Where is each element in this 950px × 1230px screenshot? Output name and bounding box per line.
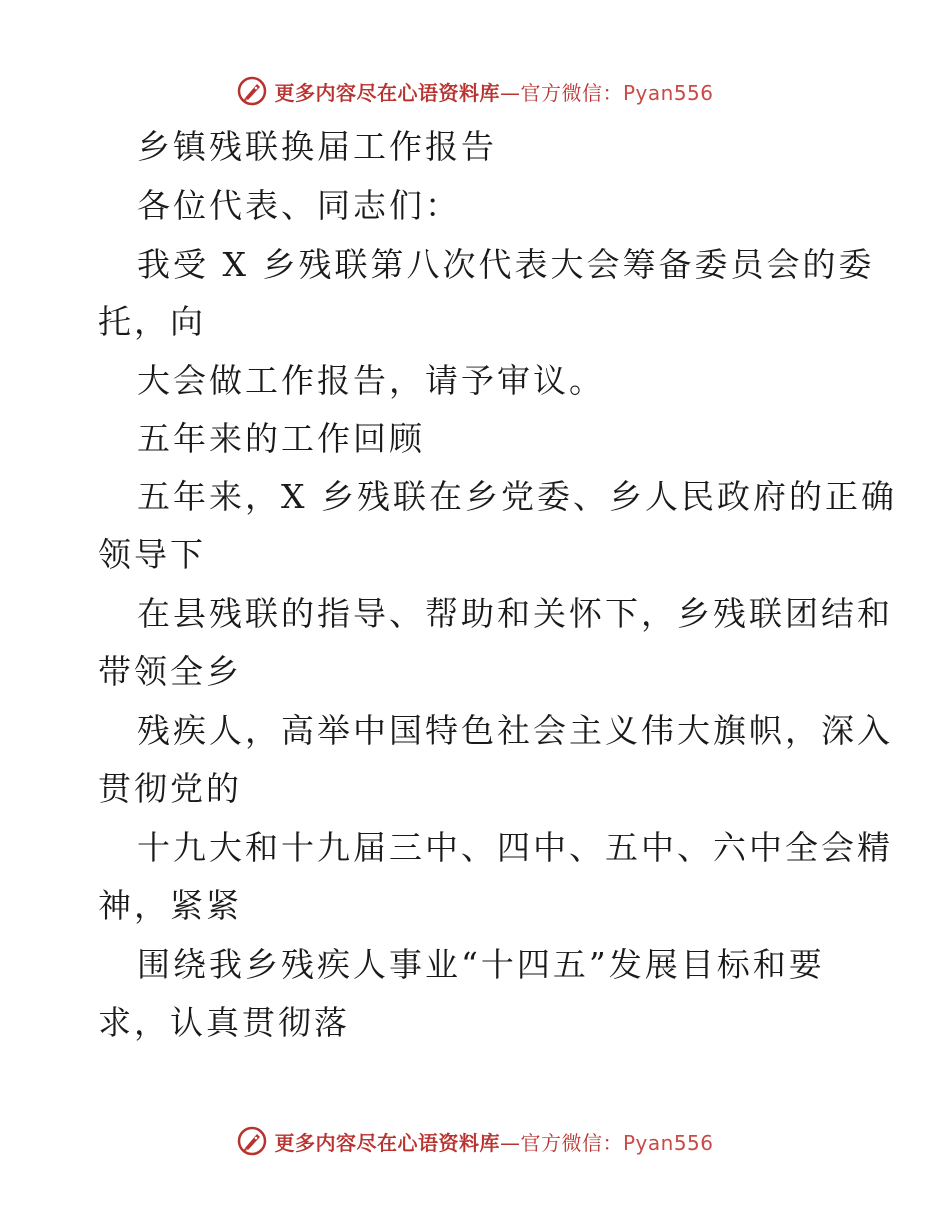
header-banner	[0, 71, 950, 111]
banner-wechat-label: 官方微信：	[520, 1130, 623, 1155]
paragraph-line: 十九大和十九届三中、四中、五中、六中全会精	[137, 828, 893, 867]
paragraph-line: 托，向	[98, 302, 206, 341]
fountain-pen-logo-icon	[236, 75, 268, 107]
banner-main-text: 更多内容尽在心语资料库	[274, 80, 500, 105]
banner-wechat-label: 官方微信：	[520, 80, 623, 105]
paragraph-line: 求，认真贯彻落	[98, 1003, 350, 1042]
banner-wechat-id: Pyan556	[622, 80, 714, 105]
paragraph-line: 大会做工作报告，请予审议。	[137, 361, 605, 400]
document-title: 乡镇残联换届工作报告	[137, 127, 497, 166]
banner-text	[274, 1127, 713, 1156]
salutation: 各位代表、同志们：	[137, 186, 461, 225]
banner-dash: —	[499, 1130, 521, 1155]
footer-banner	[0, 1121, 950, 1161]
paragraph-line: 贯彻党的	[98, 769, 242, 808]
banner-main-text: 更多内容尽在心语资料库	[274, 1130, 500, 1155]
paragraph-line: 神，紧紧	[98, 886, 242, 925]
paragraph-line: 我受 X 乡残联第八次代表大会筹备委员会的委	[137, 245, 875, 284]
banner-text	[274, 77, 713, 106]
paragraph-line: 残疾人，高举中国特色社会主义伟大旗帜，深入	[137, 711, 893, 750]
paragraph-line: 带领全乡	[98, 652, 242, 691]
section-heading: 五年来的工作回顾	[137, 419, 425, 458]
paragraph-line: 在县残联的指导、帮助和关怀下，乡残联团结和	[137, 594, 893, 633]
banner-dash: —	[499, 80, 521, 105]
paragraph-line: 五年来，X 乡残联在乡党委、乡人民政府的正确	[137, 477, 897, 516]
fountain-pen-logo-icon	[236, 1125, 268, 1157]
banner-wechat-id: Pyan556	[622, 1130, 714, 1155]
paragraph-line: 领导下	[98, 535, 206, 574]
paragraph-line: 围绕我乡残疾人事业“十四五”发展目标和要	[137, 945, 825, 984]
